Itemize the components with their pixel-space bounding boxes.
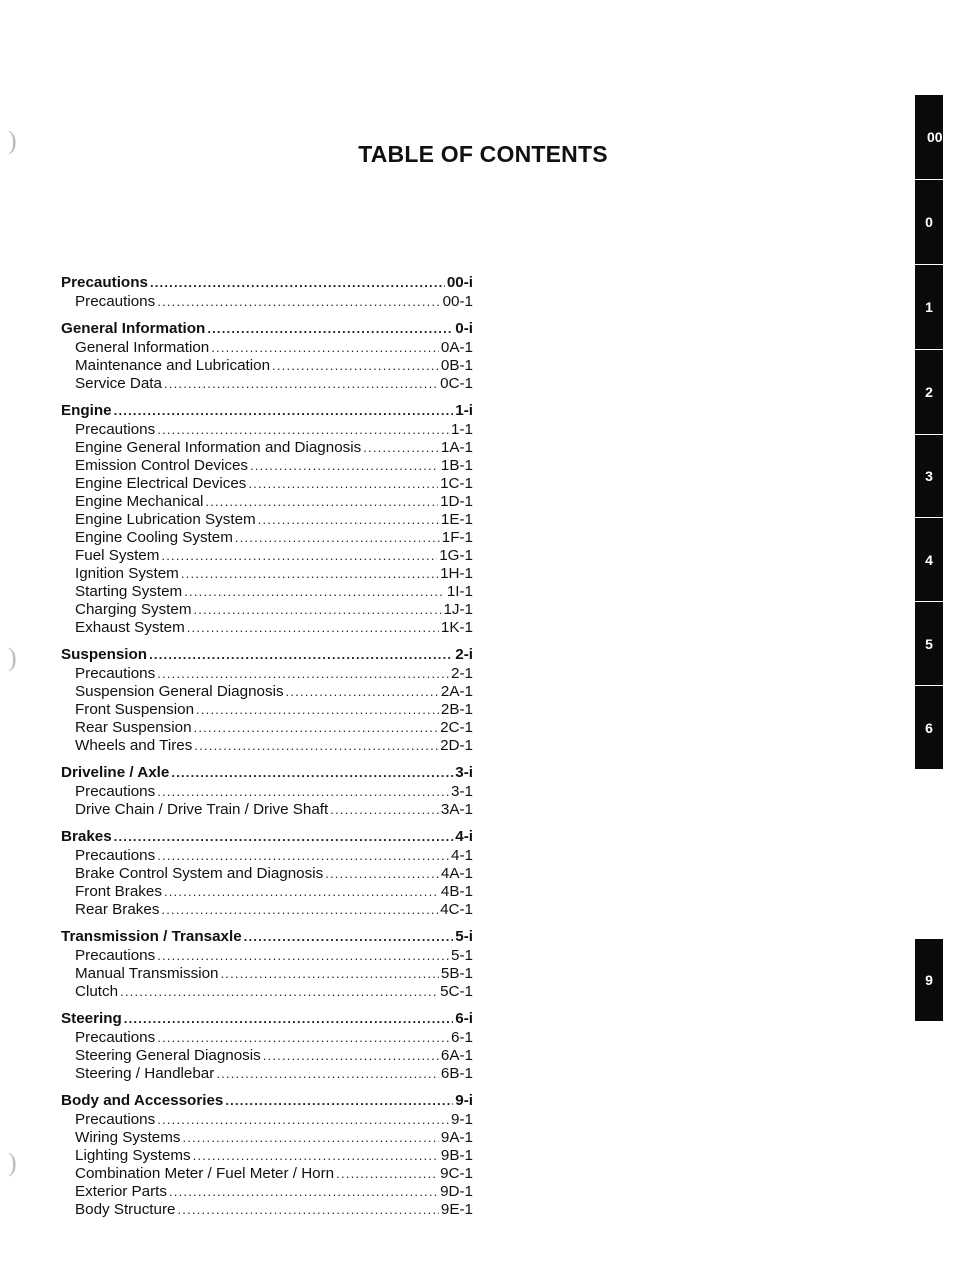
section-tab-00[interactable]: 00 [915, 95, 943, 179]
toc-entry[interactable] [61, 547, 473, 565]
leader-dots [235, 529, 440, 547]
section-tab-0[interactable]: 0 [915, 180, 943, 264]
page-ref: 0C-1 [440, 375, 473, 392]
toc-entry[interactable] [61, 619, 473, 637]
leader-dots [272, 357, 439, 375]
page-ref: 2B-1 [440, 701, 473, 718]
section-tab-4[interactable]: 4 [915, 518, 943, 601]
entry-title: Service Data [75, 375, 162, 392]
section-title: General Information [61, 320, 206, 337]
leader-dots [171, 763, 453, 783]
page-ref: 9-1 [451, 1111, 473, 1128]
page-ref: 3-1 [451, 783, 473, 800]
entry-title: Precautions [75, 783, 156, 800]
entry-title: Precautions [75, 847, 156, 864]
entry-title: Brake Control System and Diagnosis [75, 865, 324, 882]
entry-title: Clutch [75, 983, 119, 1000]
page-ref: 9-i [455, 1092, 473, 1109]
page-ref: 1C-1 [440, 475, 473, 492]
section-tab-6[interactable]: 6 [915, 686, 943, 769]
toc-entry[interactable] [61, 901, 473, 919]
toc-entry[interactable] [61, 293, 473, 311]
toc-entry[interactable] [61, 1047, 473, 1065]
entry-title: Rear Brakes [75, 901, 160, 918]
section-title: Body and Accessories [61, 1092, 224, 1109]
page-ref: 6B-1 [440, 1065, 473, 1082]
page-ref: 2-i [455, 646, 473, 663]
section-heading[interactable] [61, 273, 473, 293]
toc-section-driveline-axle [61, 763, 473, 819]
leader-dots [120, 983, 438, 1001]
leader-dots [336, 1165, 438, 1183]
entry-title: Manual Transmission [75, 965, 219, 982]
section-heading[interactable] [61, 827, 473, 847]
toc-section-body-and-accessories [61, 1091, 473, 1219]
toc-entry[interactable] [61, 583, 473, 601]
entry-title: Suspension General Diagnosis [75, 683, 284, 700]
leader-dots [363, 439, 439, 457]
entry-title: Ignition System [75, 565, 179, 582]
toc-entry[interactable] [61, 801, 473, 819]
entry-title: Fuel System [75, 547, 160, 564]
toc-entry[interactable] [61, 565, 473, 583]
entry-title: Steering / Handlebar [75, 1065, 215, 1082]
toc-entry[interactable] [61, 439, 473, 457]
section-heading[interactable] [61, 401, 473, 421]
leader-dots [182, 1129, 438, 1147]
section-title: Suspension [61, 646, 148, 663]
section-heading[interactable] [61, 927, 473, 947]
toc-entry[interactable] [61, 493, 473, 511]
entry-title: Starting System [75, 583, 183, 600]
page-ref: 6-i [455, 1010, 473, 1027]
page-ref: 9D-1 [440, 1183, 473, 1200]
leader-dots [157, 421, 449, 439]
leader-dots [211, 339, 439, 357]
page-ref: 5C-1 [440, 983, 473, 1000]
leader-dots [225, 1091, 453, 1111]
entry-title: Wheels and Tires [75, 737, 193, 754]
section-title: Driveline / Axle [61, 764, 170, 781]
leader-dots [244, 927, 454, 947]
page-ref: 9A-1 [440, 1129, 473, 1146]
entry-title: Precautions [75, 947, 156, 964]
leader-dots [194, 737, 438, 755]
page-ref: 1-1 [451, 421, 473, 438]
toc-entry[interactable] [61, 883, 473, 901]
page-ref: 6-1 [451, 1029, 473, 1046]
leader-dots [177, 1201, 438, 1219]
entry-title: Engine Cooling System [75, 529, 233, 546]
page-ref: 1K-1 [440, 619, 473, 636]
binding-mark: ) [8, 126, 17, 155]
leader-dots [169, 1183, 438, 1201]
page-ref: 1H-1 [440, 565, 473, 582]
leader-dots [181, 565, 438, 583]
entry-title: Emission Control Devices [75, 457, 249, 474]
toc-entry[interactable] [61, 683, 473, 701]
page-ref: 0-i [455, 320, 473, 337]
entry-title: Front Brakes [75, 883, 162, 900]
page-ref: 5-i [455, 928, 473, 945]
page-ref: 2-1 [451, 665, 473, 682]
leader-dots [164, 883, 439, 901]
leader-dots [164, 375, 438, 393]
leader-dots [184, 583, 445, 601]
page-ref: 2D-1 [440, 737, 473, 754]
leader-dots [263, 1047, 439, 1065]
leader-dots [157, 1029, 449, 1047]
page-ref: 1A-1 [440, 439, 473, 456]
toc-entry[interactable] [61, 421, 473, 439]
section-title: Engine [61, 402, 112, 419]
entry-title: General Information [75, 339, 210, 356]
leader-dots [157, 293, 440, 311]
entry-title: Engine Lubrication System [75, 511, 256, 528]
toc-entry[interactable] [61, 983, 473, 1001]
leader-dots [330, 801, 439, 819]
leader-dots [150, 273, 445, 293]
page-ref: 1F-1 [441, 529, 473, 546]
toc-section-engine [61, 401, 473, 637]
page-ref: 4A-1 [440, 865, 473, 882]
leader-dots [248, 475, 438, 493]
section-title: Transmission / Transaxle [61, 928, 242, 945]
toc-entry[interactable] [61, 375, 473, 393]
leader-dots [187, 619, 439, 637]
page-ref: 3-i [455, 764, 473, 781]
leader-dots [216, 1065, 439, 1083]
section-heading[interactable] [61, 319, 473, 339]
entry-title: Drive Chain / Drive Train / Drive Shaft [75, 801, 329, 818]
toc-entry[interactable] [61, 719, 473, 737]
page-ref: 5-1 [451, 947, 473, 964]
leader-dots [221, 965, 439, 983]
section-title: Steering [61, 1010, 122, 1027]
toc-entry[interactable] [61, 1129, 473, 1147]
page-ref: 1I-1 [446, 583, 473, 600]
leader-dots [124, 1009, 454, 1029]
entry-title: Exhaust System [75, 619, 185, 636]
toc-entry[interactable] [61, 1147, 473, 1165]
leader-dots [194, 719, 439, 737]
toc-entry[interactable] [61, 701, 473, 719]
page-ref: 0B-1 [440, 357, 473, 374]
toc-entry[interactable] [61, 783, 473, 801]
toc-entry[interactable] [61, 665, 473, 683]
leader-dots [157, 847, 449, 865]
page-ref: 4-1 [451, 847, 473, 864]
section-tab-9[interactable]: 9 [915, 939, 943, 1021]
toc-entry[interactable] [61, 1111, 473, 1129]
entry-title: Exterior Parts [75, 1183, 167, 1200]
toc-entry[interactable] [61, 1165, 473, 1183]
section-tab-5[interactable]: 5 [915, 602, 943, 685]
page-ref: 9C-1 [440, 1165, 473, 1182]
section-heading[interactable] [61, 763, 473, 783]
toc-entry[interactable] [61, 947, 473, 965]
leader-dots [161, 901, 438, 919]
toc-entry[interactable] [61, 475, 473, 493]
page-ref: 0A-1 [440, 339, 473, 356]
page-title: TABLE OF CONTENTS [358, 141, 608, 167]
section-title: Precautions [61, 274, 148, 291]
page-ref: 1B-1 [440, 457, 473, 474]
entry-title: Wiring Systems [75, 1129, 181, 1146]
table-of-contents [61, 273, 473, 1227]
entry-title: Charging System [75, 601, 192, 618]
page-ref: 00-1 [442, 293, 473, 310]
page-ref: 1E-1 [440, 511, 473, 528]
page-ref: 4-i [455, 828, 473, 845]
entry-title: Maintenance and Lubrication [75, 357, 271, 374]
toc-entry[interactable] [61, 457, 473, 475]
page-ref: 3A-1 [440, 801, 473, 818]
page-ref: 00-i [446, 274, 473, 291]
section-heading[interactable] [61, 645, 473, 665]
section-tab-2[interactable]: 2 [915, 350, 943, 434]
toc-entry[interactable] [61, 965, 473, 983]
page-ref: 1G-1 [439, 547, 473, 564]
entry-title: Rear Suspension [75, 719, 192, 736]
toc-entry[interactable] [61, 1201, 473, 1219]
entry-title: Precautions [75, 1029, 156, 1046]
toc-entry[interactable] [61, 529, 473, 547]
page-ref: 1-i [455, 402, 473, 419]
leader-dots [258, 511, 439, 529]
entry-title: Combination Meter / Fuel Meter / Horn [75, 1165, 335, 1182]
page-ref: 6A-1 [440, 1047, 473, 1064]
binding-mark: ) [8, 643, 17, 672]
leader-dots [250, 457, 439, 475]
leader-dots [325, 865, 439, 883]
page-ref: 5B-1 [440, 965, 473, 982]
toc-section-transmission-transaxle [61, 927, 473, 1001]
toc-entry[interactable] [61, 511, 473, 529]
section-title: Brakes [61, 828, 112, 845]
entry-title: Front Suspension [75, 701, 195, 718]
leader-dots [157, 783, 449, 801]
page-ref: 1J-1 [443, 601, 473, 618]
entry-title: Precautions [75, 665, 156, 682]
page-ref: 9B-1 [440, 1147, 473, 1164]
toc-section-brakes [61, 827, 473, 919]
toc-entry[interactable] [61, 339, 473, 357]
leader-dots [194, 601, 442, 619]
leader-dots [114, 827, 454, 847]
leader-dots [157, 947, 449, 965]
leader-dots [207, 319, 453, 339]
entry-title: Engine General Information and Diagnosis [75, 439, 362, 456]
toc-entry[interactable] [61, 601, 473, 619]
binding-mark: ) [8, 1148, 17, 1177]
leader-dots [161, 547, 437, 565]
toc-section-suspension [61, 645, 473, 755]
leader-dots [196, 701, 439, 719]
toc-entry[interactable] [61, 865, 473, 883]
leader-dots [205, 493, 438, 511]
section-heading[interactable] [61, 1009, 473, 1029]
page-ref: 9E-1 [440, 1201, 473, 1218]
page-ref: 2A-1 [440, 683, 473, 700]
toc-section-steering [61, 1009, 473, 1083]
leader-dots [286, 683, 439, 701]
entry-title: Precautions [75, 1111, 156, 1128]
section-tab-1[interactable]: 1 [915, 265, 943, 349]
page-ref: 2C-1 [440, 719, 473, 736]
toc-entry[interactable] [61, 1029, 473, 1047]
entry-title: Steering General Diagnosis [75, 1047, 261, 1064]
toc-entry[interactable] [61, 1183, 473, 1201]
leader-dots [114, 401, 454, 421]
entry-title: Engine Electrical Devices [75, 475, 247, 492]
entry-title: Body Structure [75, 1201, 176, 1218]
leader-dots [193, 1147, 439, 1165]
section-heading[interactable] [61, 1091, 473, 1111]
leader-dots [157, 1111, 449, 1129]
toc-section-precautions [61, 273, 473, 311]
entry-title: Precautions [75, 421, 156, 438]
leader-dots [149, 645, 453, 665]
entry-title: Engine Mechanical [75, 493, 204, 510]
toc-entry[interactable] [61, 847, 473, 865]
leader-dots [157, 665, 449, 683]
entry-title: Lighting Systems [75, 1147, 191, 1164]
page-ref: 4B-1 [440, 883, 473, 900]
page-ref: 1D-1 [440, 493, 473, 510]
toc-entry[interactable] [61, 1065, 473, 1083]
section-tab-3[interactable]: 3 [915, 435, 943, 517]
toc-entry[interactable] [61, 737, 473, 755]
entry-title: Precautions [75, 293, 156, 310]
toc-entry[interactable] [61, 357, 473, 375]
page-ref: 4C-1 [440, 901, 473, 918]
toc-section-general-information [61, 319, 473, 393]
